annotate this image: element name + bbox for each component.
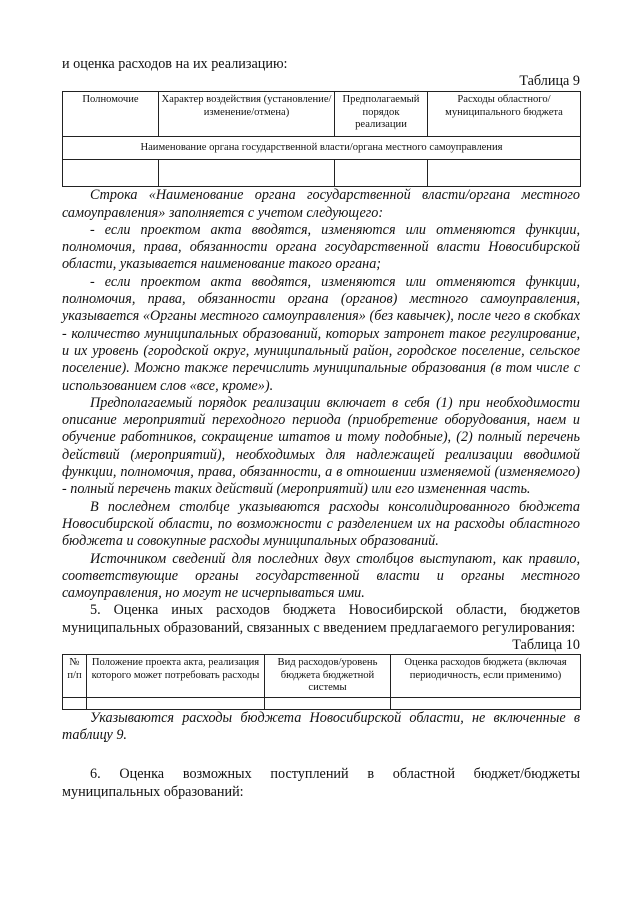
table9-span-cell: Наименование органа государственной власти/органа местного самоуправления — [63, 137, 581, 160]
section-5-heading: 5. Оценка иных расходов бюджета Новосибирской области, бюджетов муниципальных образований, связанных с введением предлагаемого регулирования: — [62, 602, 580, 636]
table9-span-row — [63, 137, 581, 160]
paragraph: Предполагаемый порядок реализации включает в себя (1) при необходимости описание мероприятий переходного периода (приобретение оборудования, наем и обучение работников, сокращение штатов и тому подобные), (2) полный перечень действий (мероприятий), необходимых для надлежащей реализации вводимой функции, полномочия, права, обязанности, а в отношении изменяемой (изменяемого) - полный перечень таких действий (мероприятий) или его измененная часть. — [62, 394, 580, 498]
table10-header-cell: Оценка расходов бюджета (включая периодичность, если применимо) — [391, 655, 581, 698]
paragraph: Источником сведений для последних двух столбцов выступают, как правило, соответствующие органы государственной власти и органы местного самоуправления, но могут не исчерпываться ими. — [62, 550, 580, 602]
spacer — [62, 744, 580, 766]
table9-header-cell: Полномочие — [63, 92, 159, 137]
table10-header-cell: Вид расходов/уровень бюджета бюджетной системы — [265, 655, 391, 698]
table-10 — [62, 654, 581, 710]
paragraph: - если проектом акта вводятся, изменяются или отменяются функции, полномочия, права, обязанности органа (органов) местного самоуправления, указывается «Органы местного самоуправления» (без кавычек), после чего в скобках - количество муниципальных образований, которых затронет такое регулирование, и их уровень (городской округ, муниципальный район, городское поселение, сельское поселение). Можно также перечислить муниципальные образования (в том числе с использованием слов «все, кроме»). — [62, 273, 580, 394]
table9-empty-cell — [335, 160, 428, 187]
table10-empty-cell — [265, 697, 391, 709]
document-page — [62, 56, 580, 801]
paragraph: - если проектом акта вводятся, изменяются или отменяются функции, полномочия, права, обязанности органа государственной власти Новосибирской области, указывается наименование такого органа; — [62, 221, 580, 273]
paragraph: Строка «Наименование органа государственной власти/органа местного самоуправления» заполняется с учетом следующего: — [62, 187, 580, 221]
section-6-heading: 6. Оценка возможных поступлений в областной бюджет/бюджеты муниципальных образований: — [62, 766, 580, 800]
table9-empty-row — [63, 160, 581, 187]
table10-empty-row — [63, 697, 581, 709]
table-9 — [62, 91, 581, 187]
paragraph: В последнем столбце указываются расходы консолидированного бюджета Новосибирской области, по возможности с разделением их на расходы областного бюджета и совокупные расходы муниципальных образований. — [62, 498, 580, 550]
table10-header-cell: Положение проекта акта, реализация которого может потребовать расходы — [87, 655, 265, 698]
table9-header-row — [63, 92, 581, 137]
table10-note: Указываются расходы бюджета Новосибирской области, не включенные в таблицу 9. — [62, 709, 580, 744]
table10-empty-cell — [63, 697, 87, 709]
table9-caption: Таблица 9 — [519, 73, 580, 90]
table9-header-cell: Характер воздействия (установление/изменение/отмена) — [159, 92, 335, 137]
table9-empty-cell — [63, 160, 159, 187]
table10-caption: Таблица 10 — [512, 637, 580, 654]
table9-header-cell: Расходы областного/муниципального бюджета — [428, 92, 581, 137]
table10-header-cell: № п/п — [63, 655, 87, 698]
table9-empty-cell — [428, 160, 581, 187]
intro-line: и оценка расходов на их реализацию: — [62, 56, 288, 72]
table9-empty-cell — [159, 160, 335, 187]
table10-header-row — [63, 655, 581, 698]
table10-empty-cell — [87, 697, 265, 709]
table10-empty-cell — [391, 697, 581, 709]
table9-header-cell: Предполагаемый порядок реализации — [335, 92, 428, 137]
